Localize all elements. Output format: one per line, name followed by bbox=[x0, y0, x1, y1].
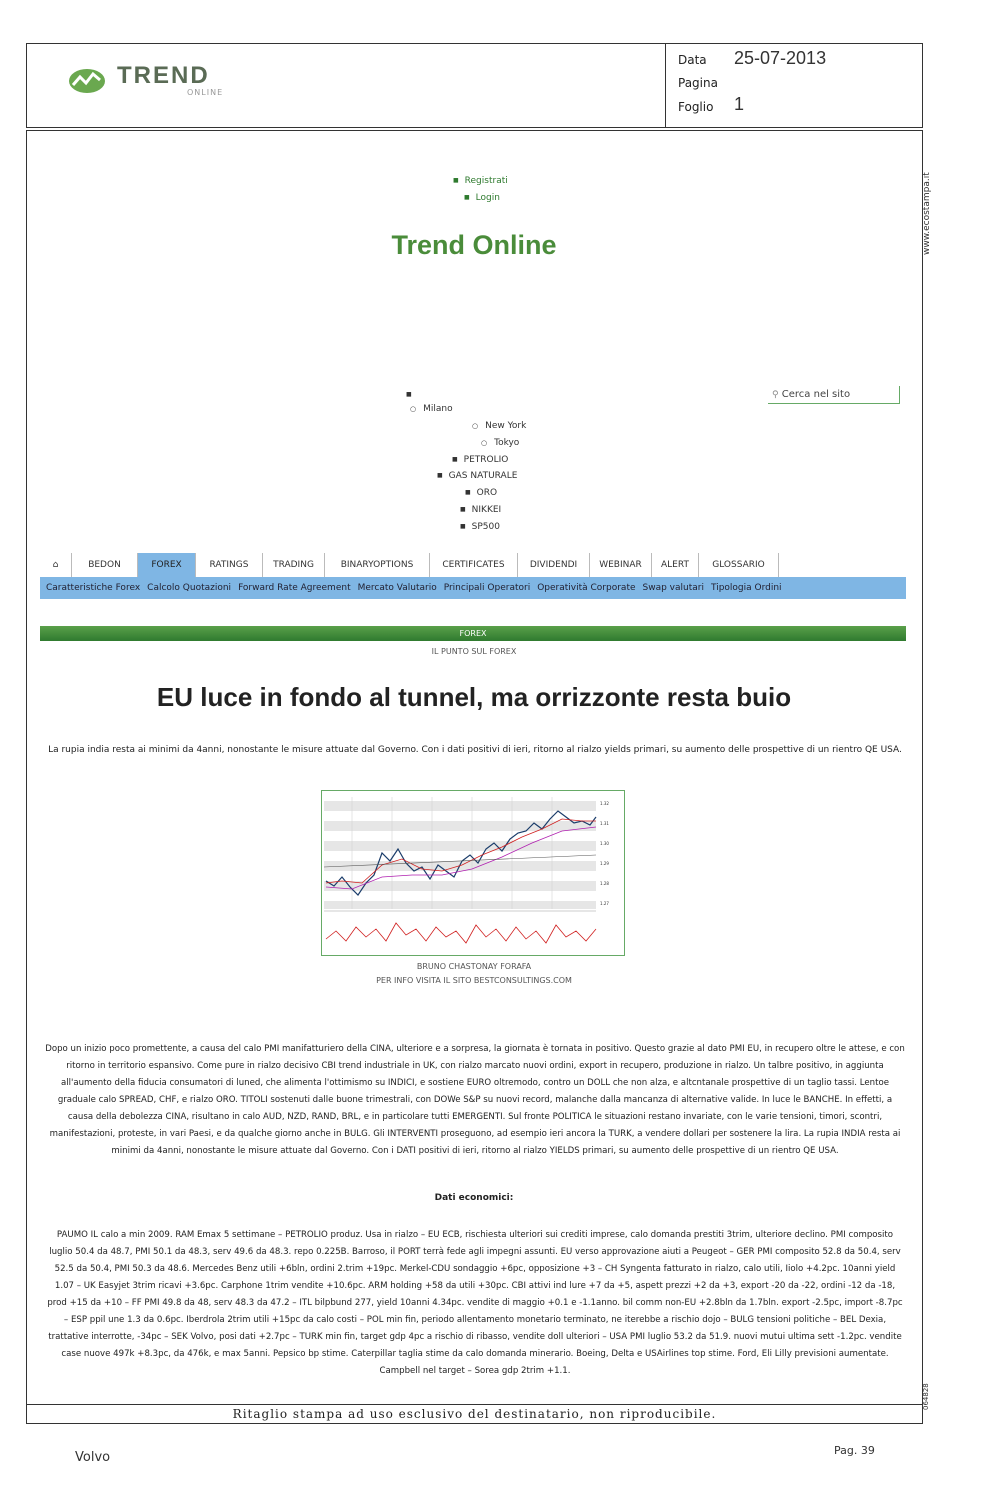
search-placeholder: Cerca nel sito bbox=[781, 389, 851, 400]
subnav-ordini[interactable]: Tipologia Ordini bbox=[710, 583, 782, 593]
main-nav bbox=[40, 553, 908, 577]
registrati-link[interactable]: ■ Registrati bbox=[453, 176, 508, 186]
market-item-nikkei[interactable]: ■ NIKKEI bbox=[460, 505, 501, 515]
subnav-calcolo[interactable]: Calcolo Quotazioni bbox=[147, 583, 232, 593]
subnav-caratteristiche[interactable]: Caratteristiche Forex bbox=[46, 583, 141, 593]
article-body: Dopo un inizio poco promettente, a causa del calo PMI manifatturiero della CINA, ulteriore e a sorpresa, la giornata è tornata in positivo. Questo grazie al dato PMI EU, in recupero oltre le attese, e con ritorno in territorio espansivo. Come pure in rialzo decisivo CBI trend industriale in UK, con rialzo marcato nuovi ordini, export in recupero, produzione in rialzo. Un talbre positivo, in aggiunta all'aumento della fiducia consumatori di luned, che alimenta l'ottimismo su INDICI, e sostiene EURO oltremodo, contro un DOLL che non alza, e altcntanale prospettive di un taglio tassi. Lentoe graduale calo SPREAD, CHF, e rialzo ORO. TITOLI sostenuti dalle buone trimestrali, con DOWe S&P su nuovi record, malanche dalla mancanza di alternative valide. In luce le BANCHE. In effetti, a causa della debolezza CINA, risultano in calo AUD, NZD, RAND, BRL, e in particolare tutti EMERGENTI. Sul fronte POLITICA le situazioni restano invariate, con le varie tensioni, timori, scontri, manifestazioni, proteste, in vari Paesi, e da qualche giorno anche in BULG. Gli INTERVENTI proseguono, ad esempio ieri ancora la TURK, a vendere dollari per sostenere la lira. La rupia INDIA resta ai minimi da 4anni, nonostante le misure attuate dal Governo. Con i DATI positivi di ieri, ritorno al rialzo YIELDS primari, su aumento delle prospettive di un rientro QE USA. bbox=[45, 1044, 905, 1156]
article-lead: La rupia india resta ai minimi da 4anni, nonostante le misure attuate dal Governo. Con i dati positivi di ieri, ritorno al rialzo yields primari, su aumento delle prospettive di un rientro QE USA. bbox=[48, 745, 902, 755]
home-icon[interactable]: ⌂ bbox=[40, 553, 72, 577]
footer-left-label: Volvo bbox=[75, 1450, 111, 1465]
search-input[interactable] bbox=[768, 386, 900, 404]
chart-caption-link[interactable]: PER INFO VISITA IL SITO BESTCONSULTINGS.COM bbox=[376, 976, 572, 985]
chart-illustration bbox=[322, 791, 624, 955]
chart-caption-author: BRUNO CHASTONAY FORAFA bbox=[416, 962, 532, 971]
svg-text:1.29: 1.29 bbox=[600, 861, 609, 866]
clipping-header bbox=[26, 43, 923, 128]
subnav-swap[interactable]: Swap valutari bbox=[642, 583, 704, 593]
clipping-meta bbox=[665, 44, 923, 127]
subnav-mercato[interactable]: Mercato Valutario bbox=[357, 583, 437, 593]
subnav-operatori[interactable]: Principali Operatori bbox=[443, 583, 531, 593]
nav-webinar[interactable]: WEBINAR bbox=[590, 553, 652, 577]
logo-subtext: ONLINE bbox=[187, 88, 224, 97]
market-item-tokyo[interactable]: ○ Tokyo bbox=[481, 438, 519, 448]
svg-text:1.32: 1.32 bbox=[600, 801, 609, 806]
login-link[interactable]: ■ Login bbox=[464, 193, 500, 203]
nav-dividendi[interactable]: DIVIDENDI bbox=[518, 553, 590, 577]
svg-text:1.27: 1.27 bbox=[600, 901, 609, 906]
market-item-petrolio[interactable]: ■ PETROLIO bbox=[452, 455, 508, 465]
market-item-oro[interactable]: ■ ORO bbox=[465, 488, 497, 498]
clipping-frame bbox=[26, 130, 923, 1405]
svg-text:1.31: 1.31 bbox=[600, 821, 609, 826]
logo-text: TREND bbox=[117, 62, 210, 89]
economic-data-text: PAUMO IL calo a min 2009. RAM Emax 5 settimane – PETROLIO produz. Usa in rialzo – EU ECB, rischiesta ulteriori sui crediti imprese, calo domanda prestiti 3trim, ulteriore declino. PMI composito luglio 50.4 da 48.7, PMI 50.1 da 48.3, serv 49.6 da 48.3. repo 0.225B. Barroso, il PORT terrà fede agli impegni assunti. EU verso approvazione aiuti a Peugeot – GER PMI composito 52.8 da 50.4, serv 52.5 da 50.4, PMI 50.3 da 48.6. Mercedes Benz utili +6bln, ordini 2.trim +19pc. Merkel-CDU sondaggio +6pc, opposizione +3 – CH Syngenta fatturato in rialzo, calo utili, Iiolo +4.2pc. 10anni yield 1.07 – UK Easyjet 3trim ricavi +3.6pc. Carphone 1trim vendite +10.6pc. ARM holding +58 da utili +30pc. CBI attivi ind lure +7 da +5, aspett prezzi +2 da +3, export -20 da -22, ordini -12 da -18, prod +15 da +10 – FF PMI 49.8 da 48, serv 48.3 da 47.2 – ITL bilpbund 277, yield 10anni 4.34pc. vendite di maggio +0.1 e -1.1anno. bil comm non-EU +2.8bln da 1.7bln. export -2.5pc, import -8.7pc – ESP ppil une 1.3 da 0.6pc. Iberdrola 2trim utili +15pc da calo costi – POL min fin, periodo allentamento monetario terminato, ne iterebbe a rischio dojo – BULG tensioni politiche – BEL Dexia, trattative interrotte, -34pc – SEK Volvo, posi dati +2.7pc – TURK min fin, target gdp 4pc a rischio di ribasso, vendite doll ulteriori – USA PMI luglio 53.2 da 51.9. nuovi mutui ultima sett -1.2pc. vendite case nuove 497k +8.3pc, da 476k, e max 5anni. Pepsico bp stime. Caterpillar taglia stime da calo domanda minerario. Boeing, Delta e USAirlines top stime. Ford, Eli Lilly previsioni aumentate. Campbell nel target – Sorea gdp 2trim +1.1. bbox=[47, 1230, 903, 1376]
trend-logo-icon bbox=[67, 66, 107, 96]
site-title[interactable]: Trend Online bbox=[391, 230, 557, 260]
market-item-newyork[interactable]: ○ New York bbox=[472, 421, 526, 431]
clipping-footer-note: Ritaglio stampa ad uso esclusivo del destinatario, non riproducibile. bbox=[26, 1404, 923, 1424]
search-icon: ⚲ bbox=[772, 390, 779, 400]
article-headline: EU luce in fondo al tunnel, ma orrizzonte resta buio bbox=[156, 682, 792, 712]
nav-trading[interactable]: TRADING bbox=[263, 553, 325, 577]
subnav-fra[interactable]: Forward Rate Agreement bbox=[238, 583, 351, 593]
article-kicker: IL PUNTO SUL FOREX bbox=[431, 647, 517, 656]
market-item-milano[interactable]: ○ Milano bbox=[410, 404, 453, 414]
nav-bedon[interactable]: BEDON bbox=[72, 553, 138, 577]
section-bar: FOREX bbox=[40, 626, 906, 641]
svg-text:1.30: 1.30 bbox=[600, 841, 609, 846]
svg-text:1.28: 1.28 bbox=[600, 881, 609, 886]
side-code-text: 064828 bbox=[922, 1383, 930, 1410]
page-number: Pag. 39 bbox=[834, 1444, 875, 1457]
nav-forex[interactable]: FOREX bbox=[138, 553, 196, 577]
side-source-text: www.ecostampa.it bbox=[922, 172, 932, 255]
trend-online-logo bbox=[67, 64, 223, 97]
subnav-corporate[interactable]: Operatività Corporate bbox=[537, 583, 636, 593]
data-label: Data bbox=[678, 53, 707, 67]
market-list-bullet bbox=[406, 390, 418, 400]
nav-ratings[interactable]: RATINGS bbox=[196, 553, 263, 577]
forex-chart-image bbox=[321, 790, 625, 956]
nav-certificates[interactable]: CERTIFICATES bbox=[430, 553, 518, 577]
data-value: 25-07-2013 bbox=[734, 48, 827, 68]
nav-alert[interactable]: ALERT bbox=[652, 553, 699, 577]
nav-binaryoptions[interactable]: BINARYOPTIONS bbox=[325, 553, 430, 577]
nav-glossario[interactable]: GLOSSARIO bbox=[699, 553, 779, 577]
market-item-sp500[interactable]: ■ SP500 bbox=[460, 522, 500, 532]
foglio-label: Foglio bbox=[678, 100, 714, 114]
forex-subnav bbox=[40, 577, 906, 599]
market-item-gas[interactable]: ■ GAS NATURALE bbox=[437, 471, 517, 481]
foglio-value: 1 bbox=[734, 94, 745, 114]
pagina-label: Pagina bbox=[678, 76, 718, 90]
data-heading: Dati economici: bbox=[434, 1193, 514, 1203]
